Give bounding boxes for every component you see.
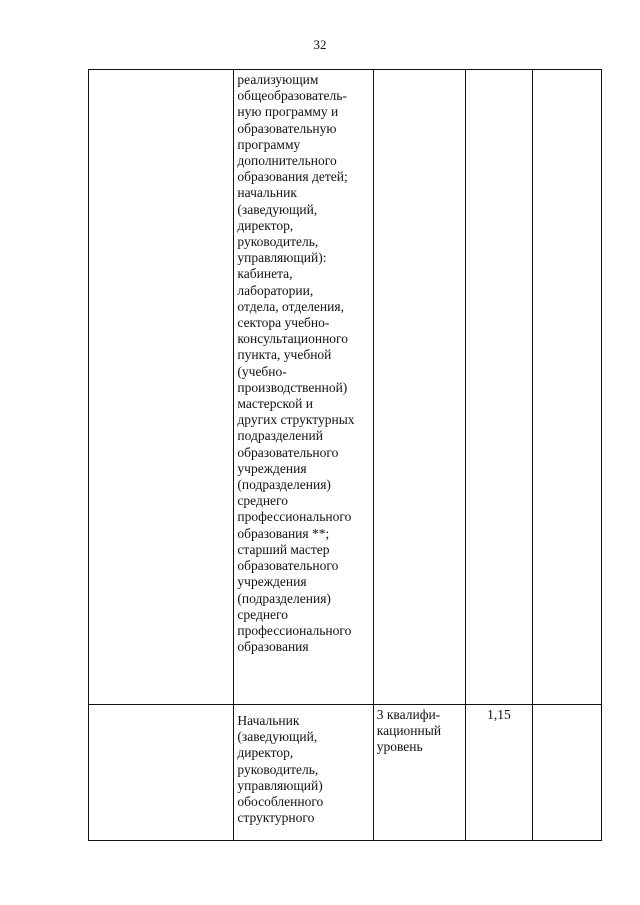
- cell-coefficient: [465, 70, 533, 705]
- cell-extra: [533, 70, 602, 705]
- cell-qualification-level: 3 квалифи- кационный уровень: [373, 705, 465, 841]
- cell-position-name: реализующим общеобразователь- ную программу и образовательную программу дополнительного образования детей; начальник (заведующий, директор, руководитель, управляющий): кабинета, лаборатории, отдела, отделения, сектора учебно- консультационного пункта, учебной (учебно- производственной) мастерской и других структурных подразделений образовательного учреждения (подразделения) среднего профессионального образования **; старший мастер образовательного учреждения (подразделения) среднего профессионального образования: [234, 70, 373, 705]
- cell-group: [89, 705, 234, 841]
- table-row: [89, 70, 602, 705]
- table-row: [89, 705, 602, 841]
- cell-group: [89, 70, 234, 705]
- cell-qualification-level: [373, 70, 465, 705]
- cell-coefficient: 1,15: [465, 705, 533, 841]
- cell-position-name: Начальник (заведующий, директор, руководитель, управляющий) обособленного структурного: [234, 705, 373, 841]
- salary-coefficients-table: [88, 69, 602, 841]
- cell-extra: [533, 705, 602, 841]
- page-number: 32: [313, 37, 327, 52]
